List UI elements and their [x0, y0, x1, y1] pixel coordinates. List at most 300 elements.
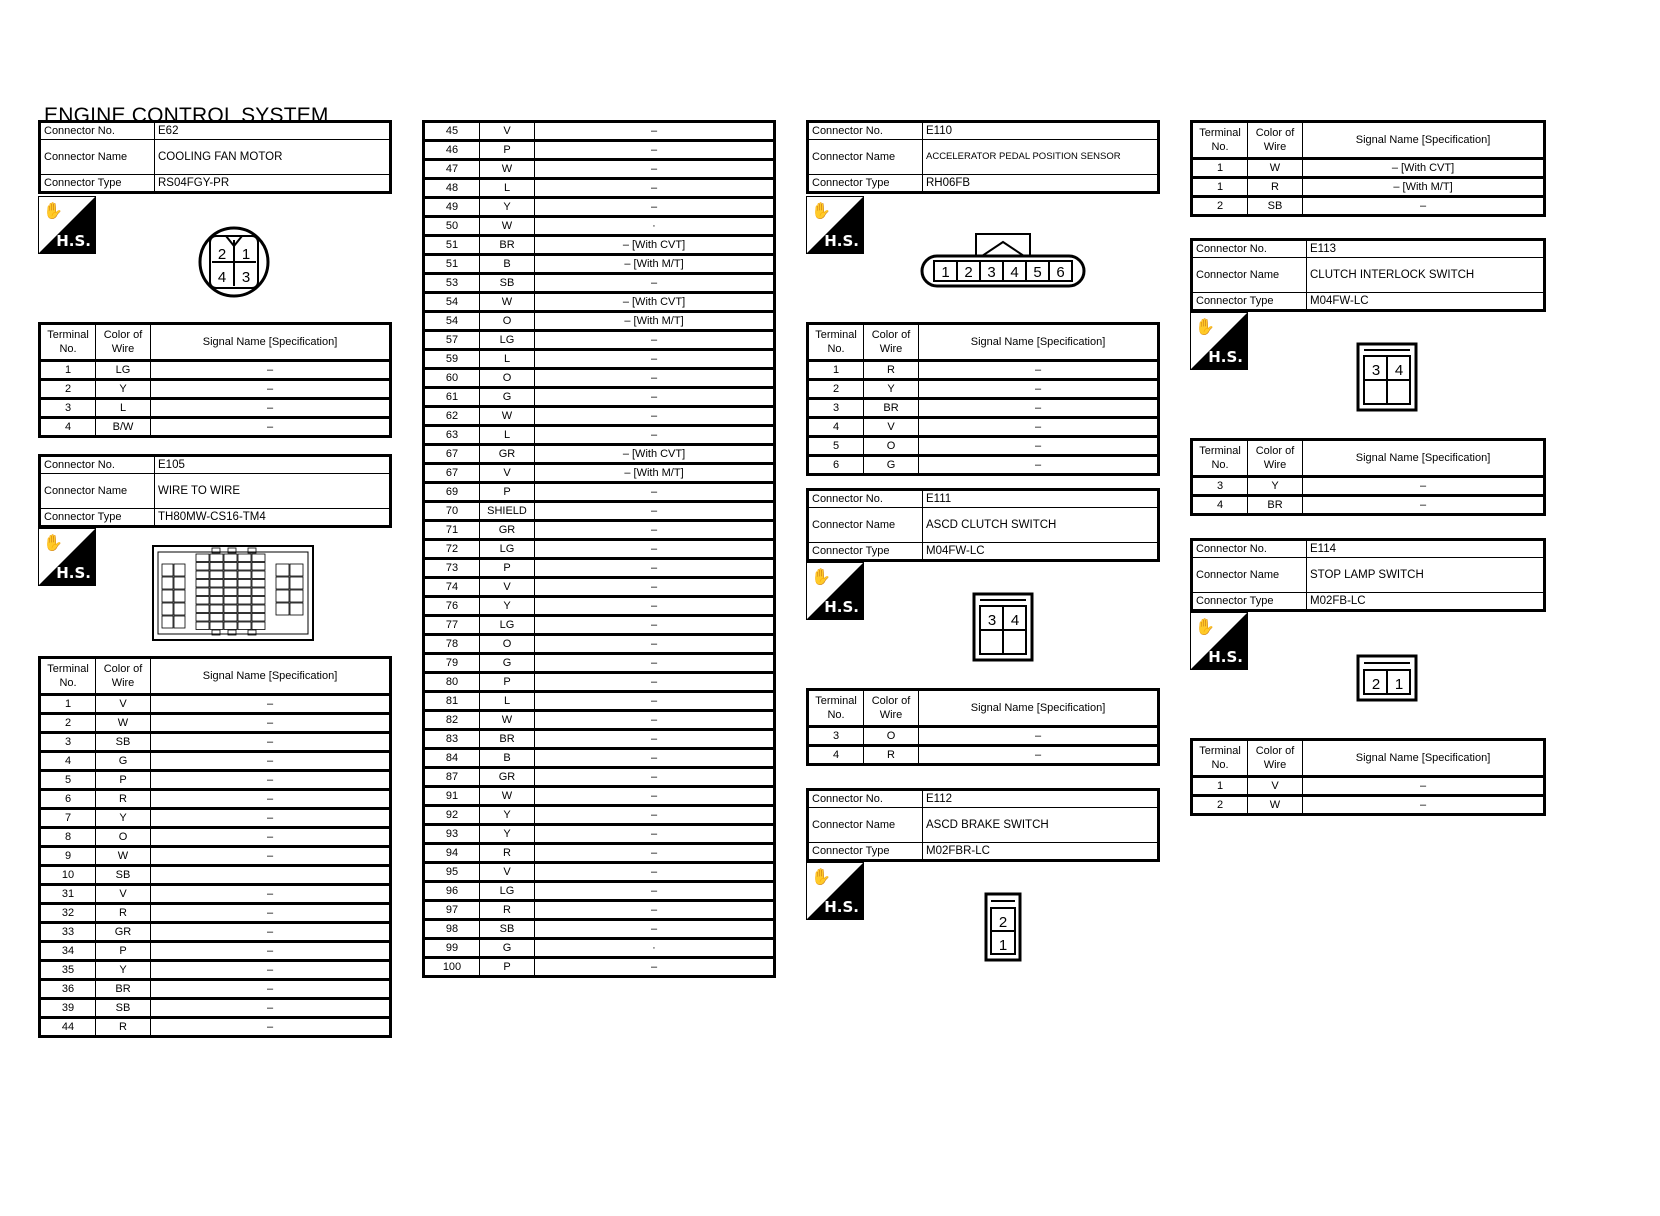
connector-no-value: E113 — [1307, 240, 1545, 258]
signal-name: – — [535, 901, 775, 920]
cavity — [224, 597, 237, 605]
wire-color: V — [96, 885, 151, 904]
label-connector-type: Connector Type — [808, 543, 923, 561]
signal-name: – — [151, 399, 391, 418]
signal-name: – — [151, 904, 391, 923]
terminal-no: 39 — [40, 999, 96, 1018]
header-terminal-no: Terminal No. — [1192, 122, 1248, 159]
cavity — [290, 564, 303, 576]
cavity — [238, 614, 251, 622]
terminal-no: 81 — [424, 692, 480, 711]
terminal-no: 99 — [424, 939, 480, 958]
terminal-no: 47 — [424, 160, 480, 179]
pin-label: 4 — [217, 269, 227, 286]
wire-color: L — [480, 350, 535, 369]
pin-label: 2 — [217, 246, 227, 263]
terminal-no: 2 — [808, 380, 864, 399]
cavity — [276, 603, 289, 615]
header-color-of-wire: Color of Wire — [1248, 740, 1303, 777]
signal-name: – — [151, 961, 391, 980]
table-row — [424, 369, 775, 388]
table-row — [424, 844, 775, 863]
wire-color: V — [1248, 777, 1303, 796]
terminal-no: 77 — [424, 616, 480, 635]
cavity — [210, 563, 223, 571]
signal-name: – — [535, 160, 775, 179]
table-row — [424, 502, 775, 521]
connector-no-value: E111 — [923, 490, 1159, 508]
signal-name: – — [535, 692, 775, 711]
wire-color: W — [480, 217, 535, 236]
wire-color: R — [480, 844, 535, 863]
table-row — [424, 483, 775, 502]
signal-name: – — [1303, 496, 1545, 515]
cavity — [276, 564, 289, 576]
terminal-no: 71 — [424, 521, 480, 540]
signal-name: – — [919, 456, 1159, 475]
table-row — [424, 274, 775, 293]
table-row — [40, 828, 391, 847]
wire-color: Y — [480, 597, 535, 616]
signal-name: – — [535, 521, 775, 540]
terminal-no: 79 — [424, 654, 480, 673]
table-row — [40, 1018, 391, 1037]
signal-name: – — [535, 635, 775, 654]
pin-label: 1 — [941, 264, 950, 281]
terminal-no: 44 — [40, 1018, 96, 1037]
terminal-no: 62 — [424, 407, 480, 426]
signal-name: – — [535, 274, 775, 293]
wire-color: O — [480, 635, 535, 654]
wire-color: SB — [1248, 197, 1303, 216]
terminal-no: 60 — [424, 369, 480, 388]
cavity — [252, 554, 265, 562]
table-row — [424, 540, 775, 559]
table-row — [1192, 777, 1545, 796]
label-connector-no: Connector No. — [40, 122, 155, 140]
connector-e105-diagram — [152, 544, 316, 644]
terminal-no: 49 — [424, 198, 480, 217]
wire-color: R — [480, 901, 535, 920]
signal-name: – — [535, 711, 775, 730]
wire-color: W — [480, 293, 535, 312]
signal-name: – — [919, 361, 1159, 380]
terminal-no: 72 — [424, 540, 480, 559]
header-signal-name: Signal Name [Specification] — [151, 324, 391, 361]
header-terminal-no: Terminal No. — [808, 690, 864, 727]
terminal-no: 57 — [424, 331, 480, 350]
pin-label: 2 — [964, 264, 973, 281]
connector-type-value: RH06FB — [923, 175, 1159, 193]
signal-name: – — [151, 695, 391, 714]
terminal-no: 73 — [424, 559, 480, 578]
table-row — [424, 388, 775, 407]
signal-name: – — [535, 616, 775, 635]
connector-name-value: CLUTCH INTERLOCK SWITCH — [1307, 258, 1545, 293]
table-row — [424, 920, 775, 939]
table-row — [1192, 178, 1545, 197]
connector-no-value: E112 — [923, 790, 1159, 808]
terminal-no: 2 — [1192, 796, 1248, 815]
table-row — [808, 399, 1159, 418]
terminal-no: 59 — [424, 350, 480, 369]
wire-color: GR — [480, 445, 535, 464]
wire-color: W — [480, 787, 535, 806]
terminal-no: 6 — [808, 456, 864, 475]
connector-name-value: ASCD BRAKE SWITCH — [923, 808, 1159, 843]
table-row — [424, 445, 775, 464]
signal-name: – — [535, 673, 775, 692]
cavity — [162, 603, 173, 615]
terminal-no: 36 — [40, 980, 96, 999]
signal-name: – — [535, 825, 775, 844]
wire-color: SB — [480, 920, 535, 939]
cavity — [252, 571, 265, 579]
table-row — [424, 958, 775, 977]
table-row — [808, 746, 1159, 765]
cavity — [210, 580, 223, 588]
signal-name: – — [151, 790, 391, 809]
signal-name: – — [919, 437, 1159, 456]
cavity — [224, 614, 237, 622]
wire-color: Y — [480, 198, 535, 217]
label-connector-type: Connector Type — [808, 175, 923, 193]
signal-name: – — [535, 787, 775, 806]
table-row — [40, 809, 391, 828]
cavity — [276, 577, 289, 589]
table-row — [424, 901, 775, 920]
signal-name: – — [151, 752, 391, 771]
cavity — [196, 563, 209, 571]
pin-label: 4 — [1010, 264, 1019, 281]
connector-e110-info — [806, 120, 1160, 194]
connector-e113-diagram — [1356, 342, 1418, 412]
terminal-no: 5 — [808, 437, 864, 456]
wire-color: O — [480, 369, 535, 388]
terminal-table-e105-continued — [422, 120, 776, 978]
cavity — [224, 563, 237, 571]
signal-name: – — [1303, 777, 1545, 796]
wire-color: L — [480, 179, 535, 198]
signal-name: – [With M/T] — [535, 312, 775, 331]
cavity — [210, 605, 223, 613]
label-connector-name: Connector Name — [40, 140, 155, 175]
wire-color: V — [480, 122, 535, 141]
table-row — [40, 418, 391, 437]
signal-name: – — [919, 418, 1159, 437]
terminal-no: 82 — [424, 711, 480, 730]
table-row — [40, 904, 391, 923]
table-row — [424, 863, 775, 882]
cavity — [174, 616, 185, 628]
hs-icon: ✋ H.S. — [806, 862, 864, 920]
wire-color: G — [96, 752, 151, 771]
terminal-no: 78 — [424, 635, 480, 654]
signal-name: – — [151, 847, 391, 866]
cavity — [196, 554, 209, 562]
terminal-no: 54 — [424, 312, 480, 331]
cavity — [210, 597, 223, 605]
signal-name: – — [919, 727, 1159, 746]
signal-name: – — [151, 999, 391, 1018]
connector-type-value: TH80MW-CS16-TM4 — [155, 509, 391, 527]
terminal-no: 10 — [40, 866, 96, 885]
label-connector-no: Connector No. — [1192, 240, 1307, 258]
connector-e105-info — [38, 454, 392, 528]
terminal-no: 67 — [424, 445, 480, 464]
connector-no-value: E110 — [923, 122, 1159, 140]
cavity — [196, 622, 209, 630]
cavity — [196, 588, 209, 596]
signal-name: – — [535, 388, 775, 407]
wire-color: SB — [480, 274, 535, 293]
wire-color: BR — [864, 399, 919, 418]
cavity — [252, 563, 265, 571]
table-row — [424, 673, 775, 692]
terminal-no: 84 — [424, 749, 480, 768]
wire-color: G — [480, 388, 535, 407]
table-row — [808, 380, 1159, 399]
label-connector-type: Connector Type — [40, 175, 155, 193]
signal-name: · — [535, 217, 775, 236]
connector-e113-info — [1190, 238, 1546, 312]
connector-type-value: M02FBR-LC — [923, 843, 1159, 861]
cavity — [210, 588, 223, 596]
table-row — [1192, 496, 1545, 515]
pin-label: 4 — [1010, 612, 1020, 629]
cavity — [252, 614, 265, 622]
terminal-no: 94 — [424, 844, 480, 863]
cavity — [252, 580, 265, 588]
terminal-no: 34 — [40, 942, 96, 961]
signal-name: – — [151, 361, 391, 380]
label-connector-name: Connector Name — [40, 474, 155, 509]
header-signal-name: Signal Name [Specification] — [151, 658, 391, 695]
wire-color: W — [480, 160, 535, 179]
cavity — [162, 577, 173, 589]
signal-name: – — [535, 730, 775, 749]
cavity — [238, 571, 251, 579]
cavity — [252, 622, 265, 630]
cavity — [238, 554, 251, 562]
wire-color: G — [864, 456, 919, 475]
signal-name: – — [919, 399, 1159, 418]
wire-color: R — [864, 746, 919, 765]
table-row — [40, 771, 391, 790]
label-connector-type: Connector Type — [1192, 593, 1307, 611]
table-row — [424, 160, 775, 179]
terminal-no: 1 — [40, 695, 96, 714]
table-row — [424, 939, 775, 958]
wire-color: BR — [96, 980, 151, 999]
wire-color: V — [480, 863, 535, 882]
header-color-of-wire: Color of Wire — [864, 324, 919, 361]
signal-name: – — [535, 198, 775, 217]
hs-icon: ✋ H.S. — [806, 562, 864, 620]
wire-color: LG — [480, 331, 535, 350]
pin-label: 4 — [1394, 362, 1404, 379]
signal-name: – — [151, 733, 391, 752]
wire-color: SHIELD — [480, 502, 535, 521]
connector-name-value: STOP LAMP SWITCH — [1307, 558, 1545, 593]
signal-name: – — [535, 958, 775, 977]
signal-name: – — [535, 179, 775, 198]
terminal-no: 3 — [808, 727, 864, 746]
terminal-table-e105 — [38, 656, 392, 1038]
wire-color: R — [96, 1018, 151, 1037]
terminal-no: 61 — [424, 388, 480, 407]
header-color-of-wire: Color of Wire — [96, 658, 151, 695]
terminal-no: 92 — [424, 806, 480, 825]
signal-name: – — [151, 714, 391, 733]
table-row — [40, 847, 391, 866]
table-row — [424, 692, 775, 711]
wire-color: Y — [96, 380, 151, 399]
wire-color: L — [480, 426, 535, 445]
table-row — [40, 999, 391, 1018]
wire-color: P — [480, 483, 535, 502]
cavity — [196, 580, 209, 588]
connector-e112-diagram — [984, 892, 1022, 962]
wire-color: V — [480, 464, 535, 483]
table-row — [424, 426, 775, 445]
connector-type-value: RS04FGY-PR — [155, 175, 391, 193]
signal-name: – — [151, 923, 391, 942]
terminal-no: 46 — [424, 141, 480, 160]
wire-color: B — [480, 749, 535, 768]
cavity — [210, 622, 223, 630]
terminal-no: 91 — [424, 787, 480, 806]
terminal-no: 74 — [424, 578, 480, 597]
signal-name: – — [151, 942, 391, 961]
cavity — [196, 605, 209, 613]
wire-color: P — [480, 141, 535, 160]
pin-label: 6 — [1056, 264, 1065, 281]
connector-name-value: COOLING FAN MOTOR — [155, 140, 391, 175]
terminal-no: 4 — [40, 418, 96, 437]
header-color-of-wire: Color of Wire — [96, 324, 151, 361]
signal-name: – — [535, 483, 775, 502]
header-color-of-wire: Color of Wire — [864, 690, 919, 727]
signal-name — [151, 866, 391, 885]
table-row — [40, 790, 391, 809]
header-color-of-wire: Color of Wire — [1248, 122, 1303, 159]
cavity — [224, 571, 237, 579]
terminal-no: 2 — [40, 714, 96, 733]
signal-name: – — [535, 578, 775, 597]
terminal-no: 63 — [424, 426, 480, 445]
terminal-no: 69 — [424, 483, 480, 502]
signal-name: – — [535, 369, 775, 388]
table-row — [40, 714, 391, 733]
signal-name: – [With M/T] — [535, 464, 775, 483]
cavity — [162, 564, 173, 576]
cavity — [252, 588, 265, 596]
table-row — [424, 141, 775, 160]
hs-icon: ✋ H.S. — [1190, 312, 1248, 370]
cavity — [238, 622, 251, 630]
table-row — [808, 456, 1159, 475]
terminal-no: 35 — [40, 961, 96, 980]
signal-name: · — [535, 939, 775, 958]
table-row — [424, 521, 775, 540]
signal-name: – — [535, 863, 775, 882]
label-connector-name: Connector Name — [808, 140, 923, 175]
terminal-no: 51 — [424, 236, 480, 255]
label-connector-no: Connector No. — [808, 790, 923, 808]
header-signal-name: Signal Name [Specification] — [919, 324, 1159, 361]
terminal-no: 48 — [424, 179, 480, 198]
signal-name: – — [151, 380, 391, 399]
terminal-no: 80 — [424, 673, 480, 692]
table-row — [424, 198, 775, 217]
connector-e114-diagram — [1356, 654, 1418, 702]
cavity — [276, 590, 289, 602]
connector-e114-info — [1190, 538, 1546, 612]
terminal-no: 6 — [40, 790, 96, 809]
table-row — [424, 559, 775, 578]
terminal-table-e110 — [806, 322, 1160, 476]
connector-e111-info — [806, 488, 1160, 562]
signal-name: – — [151, 809, 391, 828]
header-terminal-no: Terminal No. — [1192, 740, 1248, 777]
label-connector-name: Connector Name — [808, 508, 923, 543]
terminal-no: 45 — [424, 122, 480, 141]
hs-icon: ✋ H.S. — [806, 196, 864, 254]
terminal-no: 1 — [1192, 178, 1248, 197]
terminal-no: 8 — [40, 828, 96, 847]
wire-color: V — [864, 418, 919, 437]
terminal-table-e112 — [1190, 120, 1546, 217]
table-row — [40, 361, 391, 380]
signal-name: – — [151, 1018, 391, 1037]
terminal-no: 2 — [1192, 197, 1248, 216]
signal-name: – — [535, 540, 775, 559]
terminal-no: 70 — [424, 502, 480, 521]
signal-name: – — [535, 331, 775, 350]
signal-name: – — [535, 502, 775, 521]
wire-color: R — [96, 904, 151, 923]
label-connector-name: Connector Name — [1192, 258, 1307, 293]
cavity — [196, 571, 209, 579]
table-row — [424, 749, 775, 768]
terminal-no: 83 — [424, 730, 480, 749]
connector-no-value: E114 — [1307, 540, 1545, 558]
wire-color: O — [864, 727, 919, 746]
label-connector-name: Connector Name — [808, 808, 923, 843]
hs-icon: ✋ H.S. — [38, 528, 96, 586]
table-row — [1192, 197, 1545, 216]
wire-color: GR — [480, 521, 535, 540]
wire-color: P — [480, 673, 535, 692]
header-signal-name: Signal Name [Specification] — [1303, 122, 1545, 159]
terminal-table-e62 — [38, 322, 392, 438]
table-row — [424, 578, 775, 597]
terminal-no: 31 — [40, 885, 96, 904]
header-terminal-no: Terminal No. — [40, 658, 96, 695]
hs-icon: ✋ H.S. — [38, 196, 96, 254]
cavity — [252, 597, 265, 605]
cavity — [210, 614, 223, 622]
label-connector-name: Connector Name — [1192, 558, 1307, 593]
terminal-no: 4 — [808, 746, 864, 765]
cavity — [174, 590, 185, 602]
cavity — [238, 597, 251, 605]
signal-name: – — [535, 559, 775, 578]
signal-name: – — [151, 980, 391, 999]
label-connector-type: Connector Type — [1192, 293, 1307, 311]
terminal-no: 87 — [424, 768, 480, 787]
